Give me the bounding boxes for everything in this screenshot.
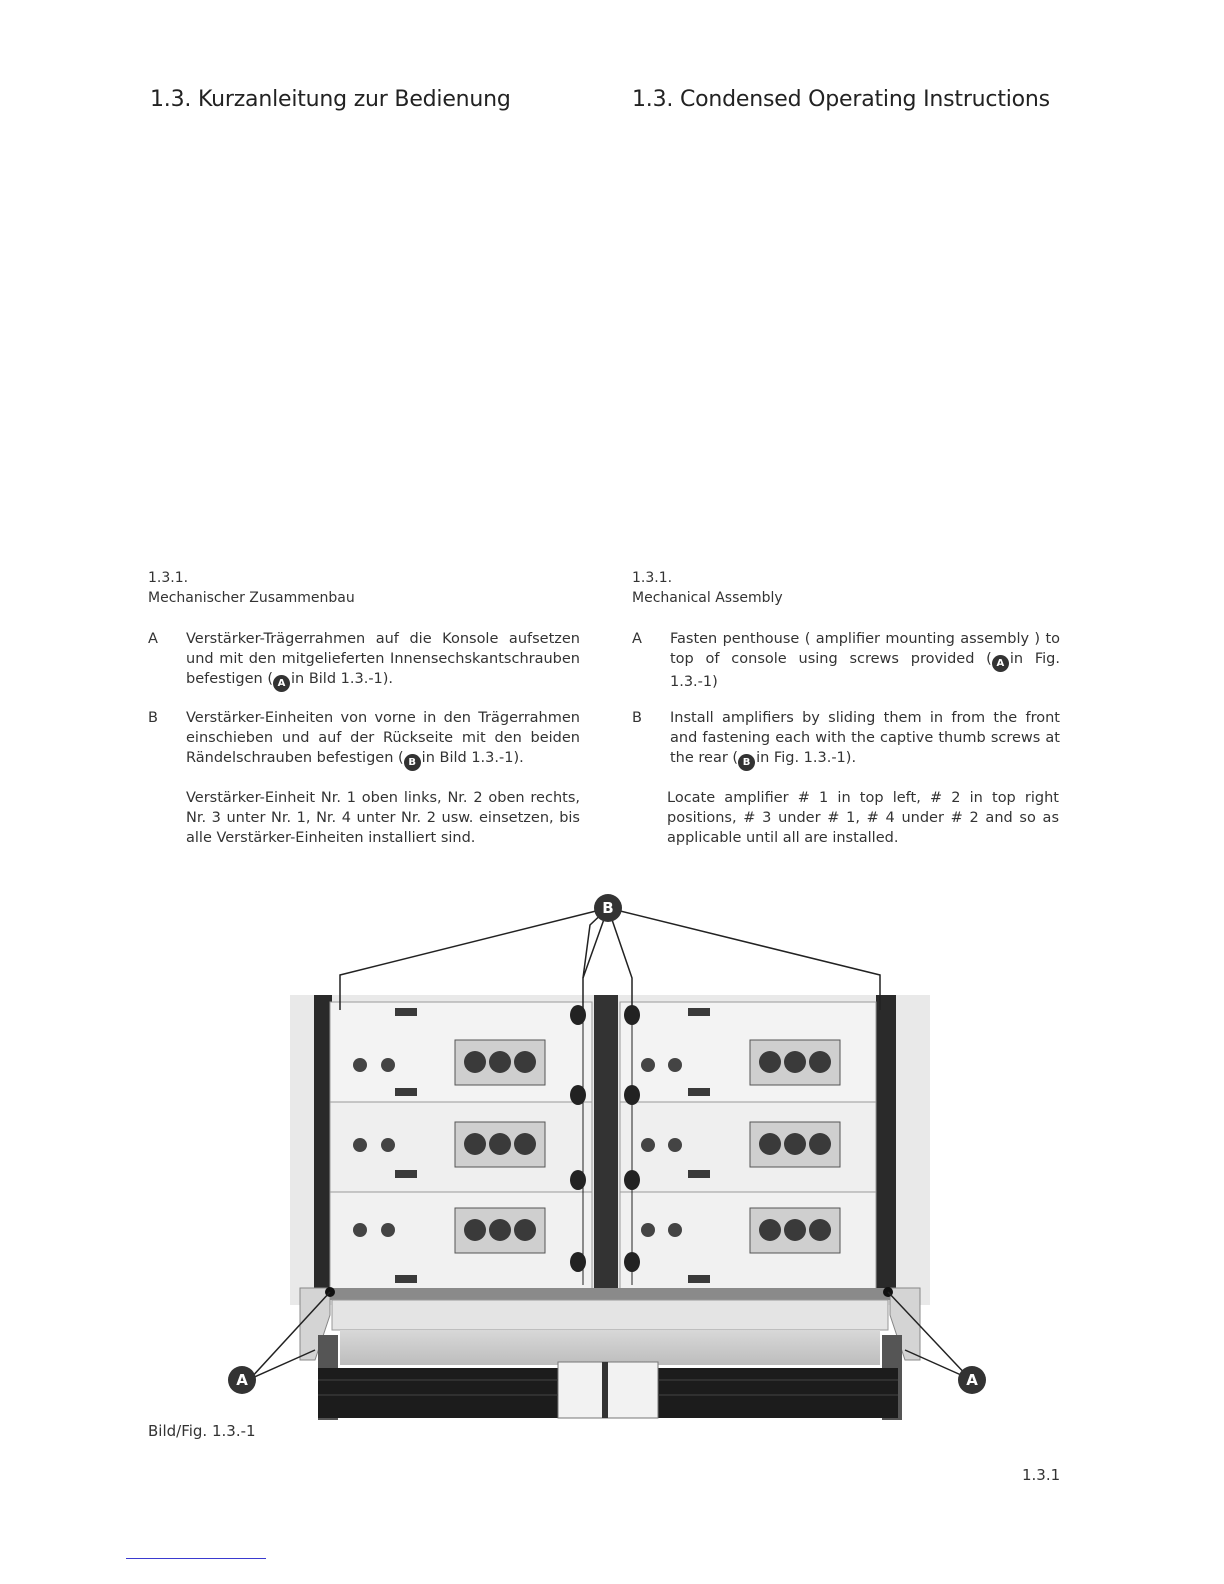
frame-lower-panel [340,1330,880,1365]
right-amplifier-stack [620,1002,876,1292]
step-label: A [632,631,642,647]
install-order-note-english: Locate amplifier # 1 in top left, # 2 in top right positions, # 3 under # 1, # 4 under # 2 and so as applicable until all are installed. [667,790,1059,846]
callout-b-icon: B [404,754,421,771]
step-label: A [148,631,158,647]
frame-top-rail [330,1288,890,1300]
heading-german: 1.3. Kurzanleitung zur Bedienung [150,87,511,112]
right-side-post [876,995,896,1300]
install-order-note-german: Verstärker-Einheit Nr. 1 oben links, Nr. 2 oben rechts, Nr. 3 unter Nr. 1, Nr. 4 unter Nr. 2 usw. einsetzen, bis alle Verstärker-Einheiten installiert sind. [186,790,580,846]
step-label: B [148,710,158,726]
section-number-english: 1.3.1. [632,570,673,586]
footer-rule [126,1558,266,1559]
frame-front-rail [332,1300,888,1330]
step-b-german [148,708,580,770]
step-b-english [632,708,1060,770]
heading-english: 1.3. Condensed Operating Instructions [632,87,1050,112]
step-a-german [148,629,580,691]
page-number: 1.3.1 [1022,1466,1061,1484]
callout-a-icon: A [992,655,1009,672]
figure-caption: Bild/Fig. 1.3.-1 [148,1422,256,1440]
callout-b-icon [594,894,622,922]
callout-a-icon: A [273,675,290,692]
step-text: Verstärker-Einheiten von vorne in den Trägerrahmen einschieben und auf der Rückseite mit den beiden Rändelschrauben befestigen ( B in Bild 1.3.-1). [186,708,580,771]
svg-text:B: B [602,899,614,917]
callout-a-right-icon [958,1366,986,1394]
step-text: Install amplifiers by sliding them in from the front and fastening each with the captive thumb screws at the rear ( B in Fig. 1.3.-1). [670,708,1060,771]
console-panel-right [658,1368,898,1418]
step-label: B [632,710,642,726]
section-title-german: Mechanischer Zusammenbau [148,590,355,606]
step-text: Verstärker-Trägerrahmen auf die Konsole aufsetzen und mit den mitgelieferten Innensechskantschrauben befestigen ( A in Bild 1.3.-1). [186,629,580,692]
section-number-german: 1.3.1. [148,570,189,586]
callout-b-icon: B [738,754,755,771]
svg-text:A: A [966,1371,978,1389]
left-side-post [314,995,332,1300]
callout-a-left-icon [228,1366,256,1394]
left-amplifier-stack [330,1002,592,1292]
svg-text:A: A [236,1371,248,1389]
amplifier-rack-figure [220,890,1000,1425]
section-title-english: Mechanical Assembly [632,590,783,606]
console-panel-left [318,1368,558,1418]
step-a-english [632,629,1060,690]
center-divider [594,995,618,1305]
step-text: Fasten penthouse ( amplifier mounting assembly ) to top of console using screws provided ( A in Fig. 1.3.-1) [670,631,1060,690]
